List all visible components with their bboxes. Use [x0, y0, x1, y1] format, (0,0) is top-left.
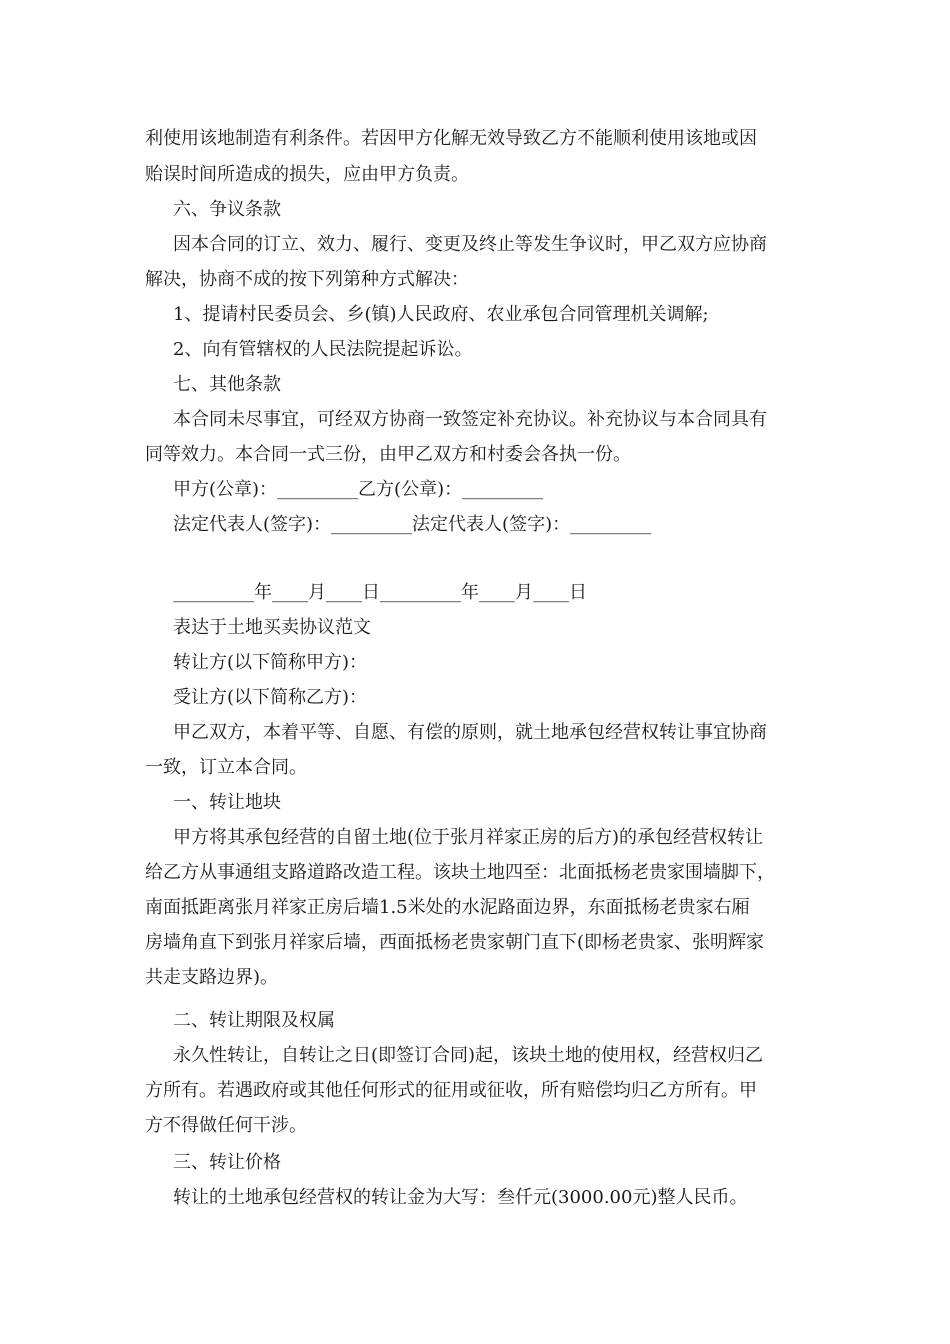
body-text-line: 利使用该地制造有利条件。若因甲方化解无效导致乙方不能顺利使用该地或因 [145, 128, 757, 149]
body-text-line: 永久性转让，自转让之日(即签订合同)起，该块土地的使用权，经营权归乙 [173, 1045, 764, 1066]
section-heading: 七、其他条款 [173, 374, 281, 395]
body-text-line: 南面抵距离张月祥家正房后墙1.5米处的水泥路面边界，东面抵杨老贵家右厢 [145, 897, 750, 918]
body-text-line: 共走支路边界)。 [145, 967, 279, 988]
list-item: 1、提请村民委员会、乡(镇)人民政府、农业承包合同管理机关调解; [173, 304, 709, 325]
signature-representative-line: 法定代表人(签字)：_________法定代表人(签字)：_________ [173, 514, 652, 535]
section-heading: 一、转让地块 [173, 792, 281, 813]
body-text-line: 同等效力。本合同一式三份，由甲乙双方和村委会各执一份。 [145, 444, 631, 465]
signature-seal-line: 甲方(公章)：_________乙方(公章)：_________ [173, 479, 544, 500]
signature-date-line: _________年____月____日_________年____月____日 [173, 582, 587, 603]
party-transferee: 受让方(以下简称乙方)： [173, 687, 368, 708]
section-heading: 三、转让价格 [173, 1152, 281, 1173]
body-text-line: 本合同未尽事宜，可经双方协商一致签定补充协议。补充协议与本合同具有 [173, 409, 767, 430]
list-item: 2、向有管辖权的人民法院提起诉讼。 [173, 339, 473, 360]
party-transferor: 转让方(以下简称甲方)： [173, 652, 368, 673]
section-heading: 六、争议条款 [173, 199, 281, 220]
body-text-line: 房墙角直下到张月祥家后墙，西面抵杨老贵家朝门直下(即杨老贵家、张明辉家 [145, 932, 765, 953]
body-text-line: 转让的土地承包经营权的转让金为大写：叁仟元(3000.00元)整人民币。 [173, 1187, 748, 1208]
body-text-line: 解决，协商不成的按下列第种方式解决： [145, 269, 469, 290]
document-title: 表达于土地买卖协议范文 [173, 617, 371, 638]
body-text-line: 方所有。若遇政府或其他任何形式的征用或征收，所有赔偿均归乙方所有。甲 [145, 1080, 757, 1101]
body-text-line: 贻误时间所造成的损失，应由甲方负责。 [145, 164, 469, 185]
body-text-line: 给乙方从事通组支路道路改造工程。该块土地四至：北面抵杨老贵家围墙脚下， [145, 862, 775, 883]
body-text-line: 因本合同的订立、效力、履行、变更及终止等发生争议时，甲乙双方应协商 [173, 234, 767, 255]
section-heading: 二、转让期限及权属 [173, 1010, 335, 1031]
body-text-line: 甲方将其承包经营的自留土地(位于张月祥家正房的后方)的承包经营权转让 [173, 827, 764, 848]
body-text-line: 甲乙双方，本着平等、自愿、有偿的原则，就土地承包经营权转让事宜协商 [173, 722, 767, 743]
body-text-line: 方不得做任何干涉。 [145, 1115, 307, 1136]
body-text-line: 一致，订立本合同。 [145, 757, 307, 778]
